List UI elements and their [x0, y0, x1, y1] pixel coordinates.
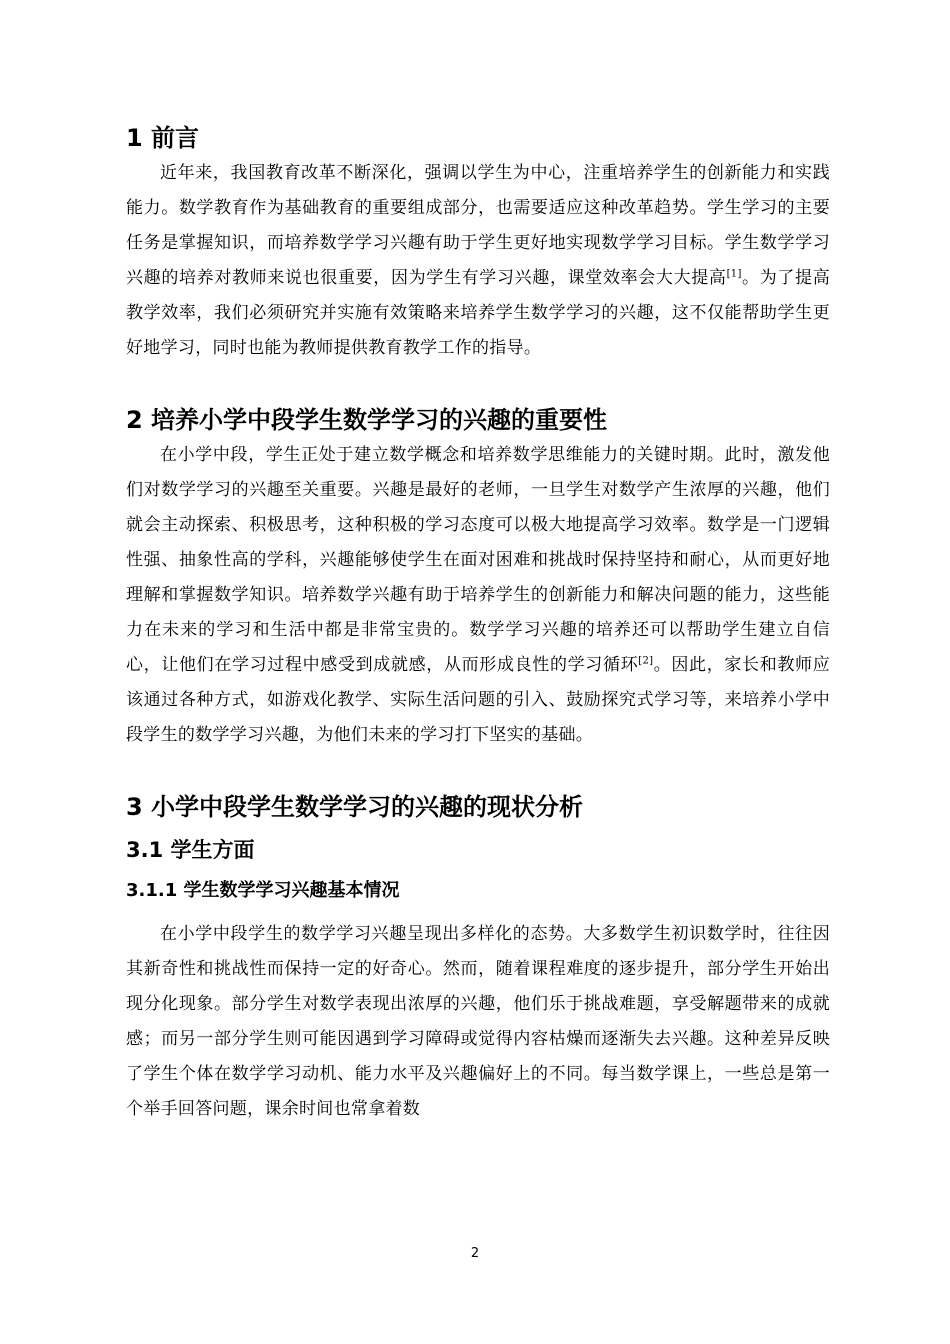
section-1-text-a: 近年来，我国教育改革不断深化，强调以学生为中心，注重培养学生的创新能力和实践能力。数学教育作为基础教育的重要组成部分，也需要适应这种改革趋势。学生学习的主要任务是掌握知识，而培养数学学习兴趣有助于学生更好地实现数学学习目标。学生数学学习兴趣的培养对教师来说也很重要，因为学生有学习兴趣，课堂效率会大大提高	[126, 163, 830, 288]
section-1-paragraph	[126, 156, 830, 366]
subsection-3-1-1-heading: 3.1.1 学生数学学习兴趣基本情况	[126, 880, 400, 901]
document-page	[126, 120, 830, 1127]
section-2-heading: 2 培养小学中段学生数学学习的兴趣的重要性	[126, 406, 608, 434]
page-number: 2	[470, 1246, 480, 1261]
section-1-text-b: 。为了提高教学效率，我们必须研究并实施有效策略来培养学生数学学习的兴趣，这不仅能帮助学生更好地学习，同时也能为教师提供教育教学工作的指导。	[126, 268, 830, 358]
citation-2[interactable]: [2]	[638, 655, 654, 667]
section-2-text-a: 在小学中段，学生正处于建立数学概念和培养数学思维能力的关键时期。此时，激发他们对数学学习的兴趣至关重要。兴趣是最好的老师，一旦学生对数学产生浓厚的兴趣，他们就会主动探索、积极思考，这种积极的学习态度可以极大地提高学习效率。数学是一门逻辑性强、抽象性高的学科，兴趣能够使学生在面对困难和挑战时保持坚持和耐心，从而更好地理解和掌握数学知识。培养数学兴趣有助于培养学生的创新能力和解决问题的能力，这些能力在未来的学习和生活中都是非常宝贵的。数学学习兴趣的培养还可以帮助学生建立自信心，让他们在学习过程中感受到成就感，从而形成良性的学习循环	[126, 445, 830, 675]
section-3-heading: 3 小学中段学生数学学习的兴趣的现状分析	[126, 793, 584, 821]
section-2-text-b: 。因此，家长和教师应该通过各种方式，如游戏化教学、实际生活问题的引入、鼓励探究式学习等，来培养小学中段学生的数学学习兴趣，为他们未来的学习打下坚实的基础。	[126, 655, 831, 745]
section-1-heading: 1 前言	[126, 124, 200, 152]
section-2-paragraph	[126, 438, 830, 753]
section-3-1-1-paragraph: 在小学中段学生的数学学习兴趣呈现出多样化的态势。大多数学生初识数学时，往往因其新奇性和挑战性而保持一定的好奇心。然而，随着课程难度的逐步提升，部分学生开始出现分化现象。部分学生对数学表现出浓厚的兴趣，他们乐于挑战难题，享受解题带来的成就感；而另一部分学生则可能因遇到学习障碍或觉得内容枯燥而逐渐失去兴趣。这种差异反映了学生个体在数学学习动机、能力水平及兴趣偏好上的不同。每当数学课上，一些总是第一个举手回答问题，课余时间也常拿着数	[126, 924, 830, 1119]
subsection-3-1-heading: 3.1 学生方面	[126, 838, 255, 862]
citation-1[interactable]: [1]	[726, 268, 742, 280]
